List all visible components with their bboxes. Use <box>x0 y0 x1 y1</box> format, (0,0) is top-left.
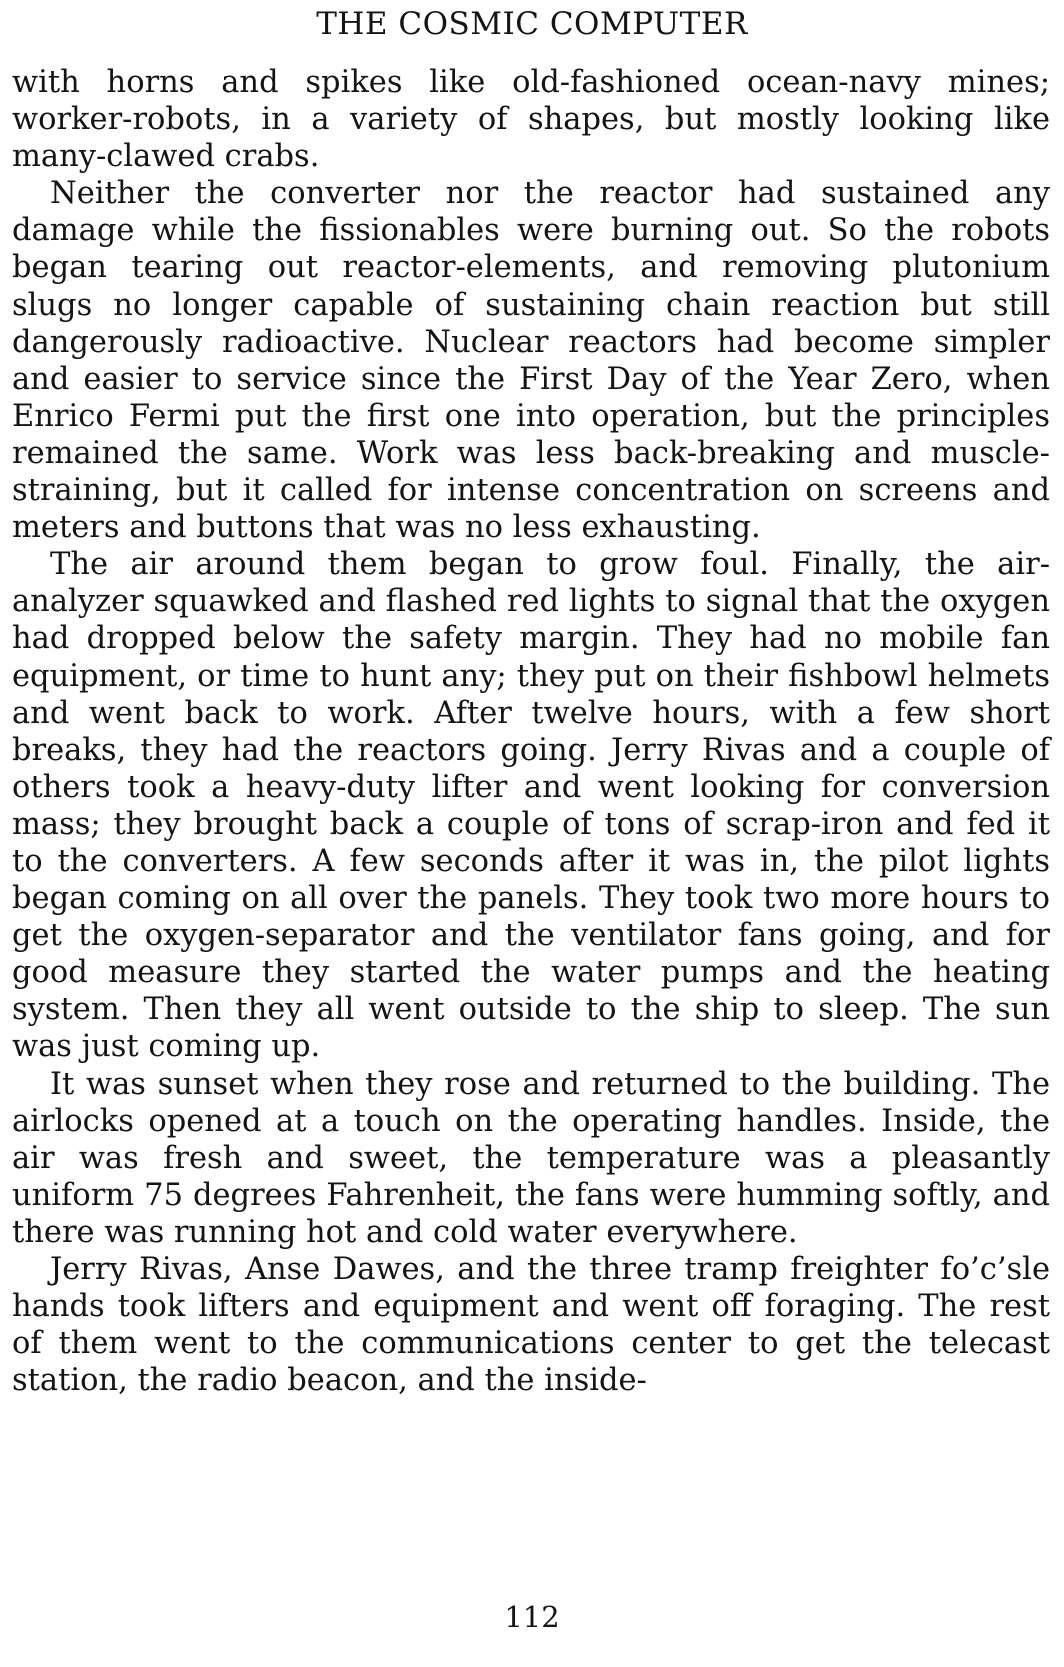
body-text <box>12 64 1050 1399</box>
paragraph: The air around them began to grow foul. Finally, the air-analyzer squawked and flashed red lights to signal that the oxygen had dropped below the safety margin. They had no mobile fan equipment, or time to hunt any; they put on their fishbowl helmets and went back to work. After twelve hours, with a few short breaks, they had the reactors going. Jerry Rivas and a couple of others took a heavy-duty lifter and went looking for conversion mass; they brought back a couple of tons of scrap-iron and fed it to the converters. A few seconds after it was in, the pilot lights began coming on all over the panels. They took two more hours to get the oxygen-separator and the ventilator fans going, and for good measure they started the water pumps and the heating system. Then they all went outside to the ship to sleep. The sun was just coming up. <box>12 547 1050 1065</box>
paragraph: It was sunset when they rose and returned to the building. The airlocks opened at a touch on the operating handles. Inside, the air was fresh and sweet, the temperature was a pleasantly uniform 75 degrees Fahrenheit, the fans were humming softly, and there was running hot and cold water everywhere. <box>12 1066 1050 1250</box>
page-number: 112 <box>504 1600 560 1634</box>
paragraph: Jerry Rivas, Anse Dawes, and the three tramp freighter fo’c’sle hands took lifters and equipment and went off foraging. The rest of them went to the communications center to get the telecast station, the radio beacon, and the inside- <box>12 1252 1050 1399</box>
running-head: THE COSMIC COMPUTER <box>316 6 748 42</box>
paragraph: with horns and spikes like old-fashioned ocean-navy mines; worker-robots, in a variety of shapes, but mostly looking like many-clawed crabs. <box>12 65 1050 175</box>
paragraph: Neither the converter nor the reactor had sustained any damage while the fissionables were burning out. So the robots began tearing out reactor-elements, and removing plutonium slugs no longer capable of sustaining chain reaction but still dangerously radioactive. Nuclear reactors had become simpler and easier to service since the First Day of the Year Zero, when Enrico Fermi put the first one into operation, but the principles remained the same. Work was less back-breaking and muscle-straining, but it called for intense concentration on screens and meters and buttons that was no less exhausting. <box>12 176 1050 546</box>
